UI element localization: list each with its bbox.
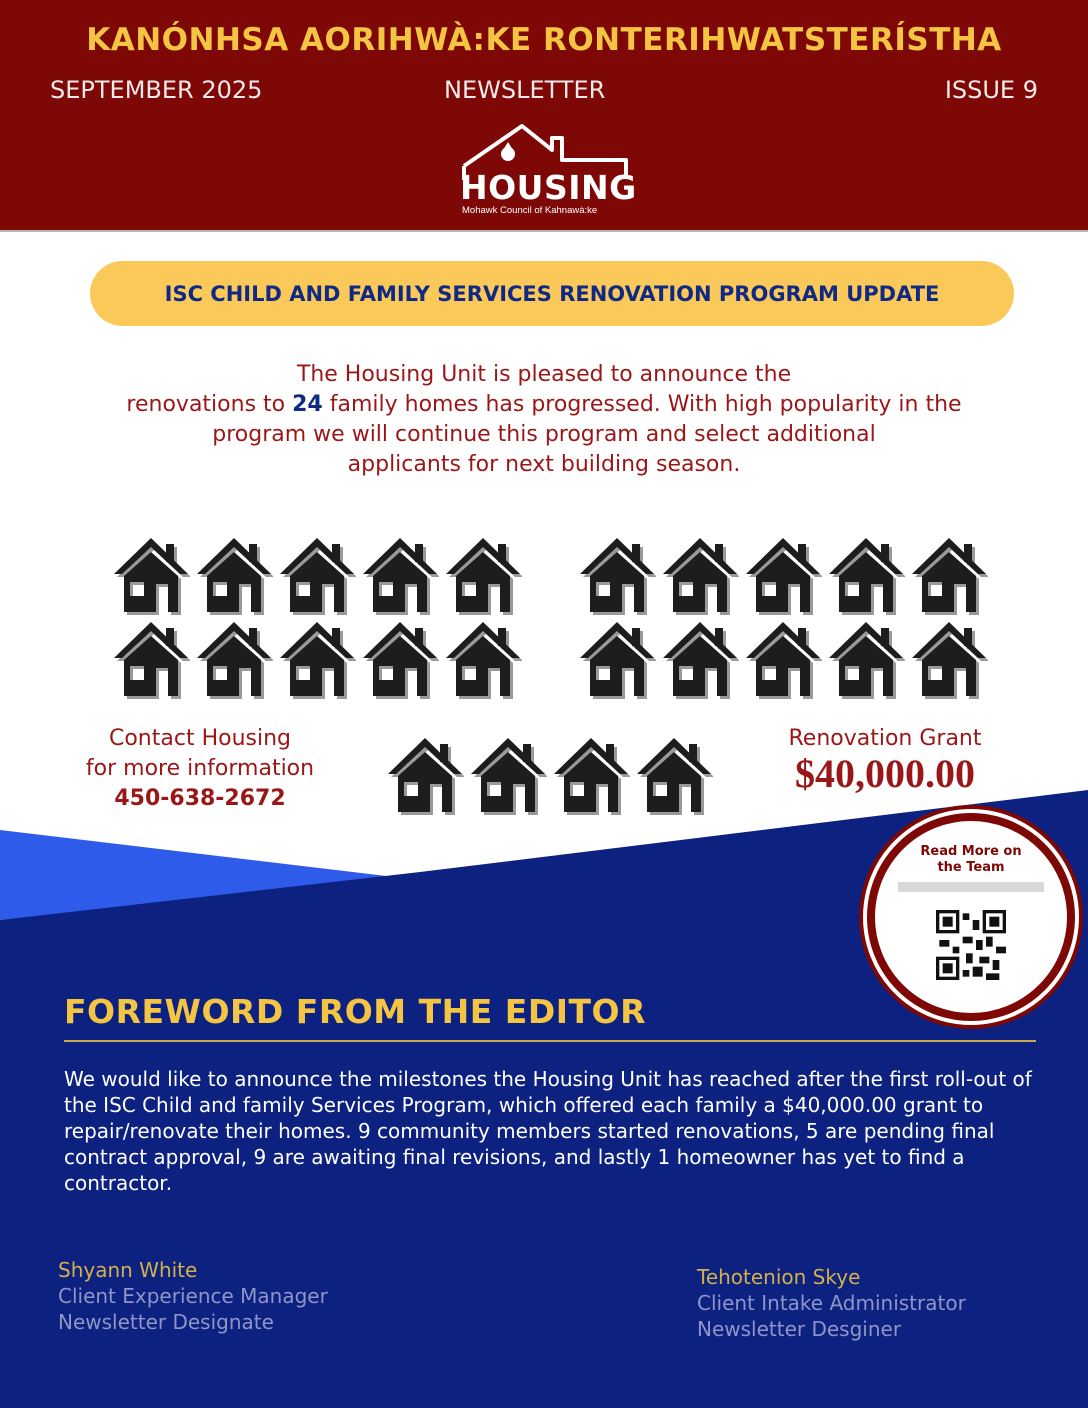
- contact-line: Contact Housing: [108, 726, 291, 751]
- house-icon: [827, 536, 905, 616]
- editor-heading: FOREWORD FROM THE EDITOR: [64, 992, 646, 1031]
- house-icon: [112, 620, 190, 700]
- contact-phone[interactable]: 450-638-2672: [114, 786, 286, 811]
- issue-number: ISSUE 9: [944, 76, 1038, 104]
- newsletter-header: [0, 0, 1088, 232]
- banner-title: ISC CHILD AND FAMILY SERVICES RENOVATION PROGRAM UPDATE: [164, 281, 940, 306]
- announcement-line: program we will continue this program and select additional: [212, 422, 876, 447]
- signature-block: [697, 1264, 966, 1342]
- heading-divider: [64, 1040, 1036, 1042]
- signature-role: Newsletter Designate: [58, 1310, 274, 1334]
- house-icon: [278, 620, 356, 700]
- house-icon: [661, 536, 739, 616]
- house-icon: [661, 620, 739, 700]
- house-icon: [827, 620, 905, 700]
- homes-count: 24: [292, 392, 323, 417]
- publication-type: NEWSLETTER: [444, 76, 606, 104]
- editor-body: We would like to announce the milestones the Housing Unit has reached after the first roll-out of the ISC Child and family Services Program, which offered each family a $40,000.00 grant to repair/renovate their homes. 9 community members started renovations, 5 are pending final contract approval, 9 are awaiting final revisions, and lastly 1 homeowner has yet to find a contractor.: [64, 1067, 1032, 1195]
- housing-logo: [460, 120, 637, 220]
- issue-date: SEPTEMBER 2025: [50, 76, 263, 104]
- house-icon: [910, 620, 988, 700]
- masthead-title: KANÓNHSA AORIHWÀ:KE RONTERIHWATSTERÍSTHA: [86, 22, 1002, 58]
- house-icon: [744, 536, 822, 616]
- house-icon: [278, 536, 356, 616]
- qr-badge[interactable]: [858, 804, 1084, 1030]
- house-icon: [578, 536, 656, 616]
- house-icon: [444, 536, 522, 616]
- announcement-line: applicants for next building season.: [347, 452, 741, 477]
- house-icon: [578, 620, 656, 700]
- announcement-text: [60, 360, 1028, 480]
- house-icon: [744, 620, 822, 700]
- qr-label-line: the Team: [937, 860, 1005, 875]
- announcement-fragment: family homes has progressed. With high popularity in the: [322, 392, 962, 417]
- house-icon: [195, 620, 273, 700]
- signature-role: Newsletter Desginer: [697, 1317, 902, 1341]
- house-icon: [112, 536, 190, 616]
- qr-label: [858, 844, 1084, 876]
- program-banner: [90, 261, 1014, 326]
- signature-role: Client Experience Manager: [58, 1284, 328, 1308]
- grant-label: Renovation Grant: [788, 726, 982, 751]
- announcement-line: The Housing Unit is pleased to announce the: [296, 362, 792, 387]
- house-icon: [361, 536, 439, 616]
- announcement-fragment: renovations to: [126, 392, 293, 417]
- house-icon: [195, 536, 273, 616]
- contact-line: for more information: [85, 756, 315, 781]
- signature-block: [58, 1257, 328, 1335]
- signature-name: Shyann White: [58, 1258, 198, 1282]
- signature-name: Tehotenion Skye: [697, 1265, 861, 1289]
- qr-label-line: Read More on: [920, 844, 1022, 859]
- signature-role: Client Intake Administrator: [697, 1291, 966, 1315]
- house-icon: [444, 620, 522, 700]
- house-icon: [361, 620, 439, 700]
- announcement-line: [60, 390, 1028, 420]
- house-icon: [910, 536, 988, 616]
- qr-code-icon[interactable]: [936, 908, 1006, 982]
- renovation-grant: [740, 724, 1030, 794]
- logo-subtitle: Mohawk Council of Kahnawà:ke: [462, 205, 598, 216]
- grant-amount: $40,000.00: [795, 751, 975, 796]
- logo-wordmark: HOUSING: [460, 168, 637, 207]
